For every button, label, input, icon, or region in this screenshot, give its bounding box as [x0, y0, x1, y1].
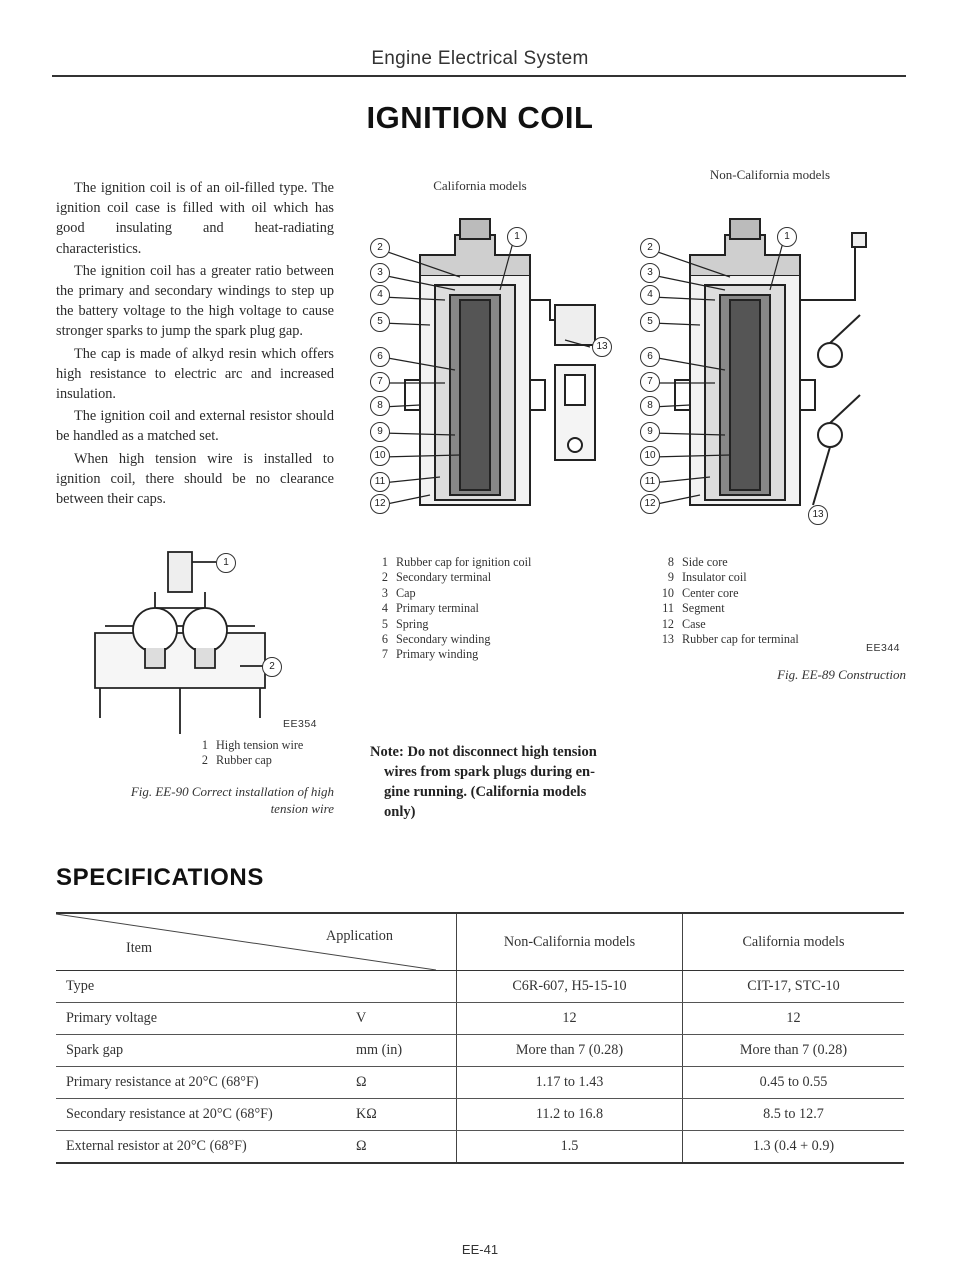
legend-item: 10 Center core — [661, 585, 739, 600]
callout-13: 13 — [592, 337, 612, 357]
table-row — [56, 1067, 904, 1099]
callout-11: 11 — [370, 472, 390, 492]
figure-code: EE354 — [283, 718, 318, 730]
cell-non-california: 12 — [457, 1003, 683, 1035]
table-row — [56, 1003, 904, 1035]
callout-12: 12 — [370, 494, 390, 514]
cell-unit: V — [346, 1003, 457, 1035]
cell-non-california: More than 7 (0.28) — [457, 1035, 683, 1067]
cell-unit: KΩ — [346, 1099, 457, 1131]
legend-item: 9 Insulator coil — [667, 570, 747, 585]
callout-8: 8 — [640, 396, 660, 416]
non-california-label: Non-California models — [709, 167, 831, 182]
callout-10: 10 — [640, 446, 660, 466]
specifications-table — [56, 912, 904, 1164]
table-row — [56, 1035, 904, 1067]
callout-2: 2 — [640, 238, 660, 258]
callout-1: 1 — [216, 553, 236, 573]
intro-paragraph: The ignition coil and external resistor should be handled as a matched set. — [56, 408, 334, 445]
note — [370, 742, 632, 822]
figure-caption — [56, 783, 334, 817]
item-application-header — [56, 913, 457, 971]
callout-7: 7 — [640, 372, 660, 392]
table-row — [56, 971, 904, 1003]
callout-3: 3 — [370, 263, 390, 283]
legend-item: 1 Rubber cap for ignition coil — [381, 555, 532, 569]
cell-non-california: C6R-607, H5-15-10 — [457, 971, 683, 1003]
callout-10: 10 — [370, 446, 390, 466]
legend-item: 2 Secondary terminal — [381, 570, 492, 585]
callout-6: 6 — [370, 347, 390, 367]
figure-code: EE344 — [866, 642, 901, 654]
header-california: California models — [683, 913, 905, 971]
callout-9: 9 — [640, 422, 660, 442]
callout-5: 5 — [640, 312, 660, 332]
legend-item: 1 High tension wire — [201, 738, 304, 752]
header-item: Item — [126, 940, 152, 956]
cell-unit: Ω — [346, 1067, 457, 1099]
intro-paragraph: The ignition coil has a greater ratio between the primary and secondary windings to step up the battery voltage to the high voltage to cause stronger sparks to jump the spark plug gap. — [56, 262, 334, 340]
cell-item: Type — [56, 971, 346, 1003]
cell-unit — [346, 971, 457, 1003]
cell-non-california: 1.17 to 1.43 — [457, 1067, 683, 1099]
cell-california: 1.3 (0.4 + 0.9) — [683, 1131, 905, 1164]
table-row — [56, 1099, 904, 1131]
legend-item: 12 Case — [661, 616, 706, 631]
callout-4: 4 — [370, 285, 390, 305]
callout-3: 3 — [640, 263, 660, 283]
legend-item: 11 Segment — [662, 601, 725, 616]
callout-4: 4 — [640, 285, 660, 305]
cell-item: External resistor at 20°C (68°F) — [56, 1131, 346, 1164]
legend-item: 6 Secondary winding — [381, 632, 491, 647]
legend-item: 8 Side core — [667, 555, 728, 569]
construction-legend-right — [658, 555, 858, 647]
cell-non-california: 1.5 — [457, 1131, 683, 1164]
callout-8: 8 — [370, 396, 390, 416]
cell-california: 8.5 to 12.7 — [683, 1099, 905, 1131]
callout-5: 5 — [370, 312, 390, 332]
non-california-coil-diagram — [630, 205, 890, 515]
cell-unit: Ω — [346, 1131, 457, 1164]
callout-9: 9 — [370, 422, 390, 442]
legend-item: 13 Rubber cap for terminal — [661, 632, 799, 647]
callout-12: 12 — [640, 494, 660, 514]
construction-legend-left — [372, 555, 612, 663]
intro-paragraph: When high tension wire is installed to ignition coil, there should be no clearance between their caps. — [56, 450, 334, 508]
cell-item: Secondary resistance at 20°C (68°F) — [56, 1099, 346, 1131]
california-coil-diagram — [360, 205, 610, 515]
note-line: wires from spark plugs during en- — [384, 764, 595, 780]
note-line: only) — [384, 804, 416, 820]
callout-2: 2 — [370, 238, 390, 258]
note-line: gine running. (California models — [384, 784, 587, 800]
intro-paragraph: The ignition coil is of an oil-filled type. The ignition coil case is filled with oil which has good insulating and heat-radiating characteristics. — [56, 180, 334, 257]
callout-7: 7 — [370, 372, 390, 392]
cell-california: 12 — [683, 1003, 905, 1035]
specifications-heading: SPECIFICATIONS — [56, 864, 264, 891]
header-non-california: Non-California models — [457, 913, 683, 971]
callout-11: 11 — [640, 472, 660, 492]
cell-item: Primary voltage — [56, 1003, 346, 1035]
legend-item: 5 Spring — [381, 616, 429, 631]
cell-item: Spark gap — [56, 1035, 346, 1067]
header-rule — [52, 75, 906, 77]
legend-item: 2 Rubber cap — [201, 753, 272, 768]
legend-item: 7 Primary winding — [381, 647, 479, 662]
page-number: EE-41 — [461, 1242, 499, 1257]
installation-legend — [192, 738, 352, 769]
page-title: IGNITION COIL — [366, 100, 594, 135]
legend-item: 3 Cap — [381, 585, 416, 600]
intro-paragraph: The cap is made of alkyd resin which offers high resistance to electric arc and increased insulation. — [56, 345, 334, 403]
cell-california: 0.45 to 0.55 — [683, 1067, 905, 1099]
figure-caption: Fig. EE-89 Construction — [777, 667, 906, 682]
cell-non-california: 11.2 to 16.8 — [457, 1099, 683, 1131]
table-row — [56, 1131, 904, 1164]
callout-6: 6 — [640, 347, 660, 367]
cell-california: CIT-17, STC-10 — [683, 971, 905, 1003]
callout-13: 13 — [808, 505, 828, 525]
note-line: Note: Do not disconnect high tension — [370, 744, 597, 760]
legend-item: 4 Primary terminal — [381, 601, 479, 616]
california-label: California models — [433, 178, 527, 193]
table-header-row — [56, 913, 904, 971]
intro-text — [56, 178, 334, 511]
header-application: Application — [326, 928, 393, 944]
callout-1: 1 — [507, 227, 527, 247]
cell-california: More than 7 (0.28) — [683, 1035, 905, 1067]
installation-diagram — [90, 548, 290, 734]
cell-item: Primary resistance at 20°C (68°F) — [56, 1067, 346, 1099]
callout-2: 2 — [262, 657, 282, 677]
caption-line: Fig. EE-90 Correct installation of high — [130, 784, 334, 799]
running-header: Engine Electrical System — [371, 48, 589, 69]
caption-line: tension wire — [270, 801, 334, 816]
callout-1: 1 — [777, 227, 797, 247]
cell-unit: mm (in) — [346, 1035, 457, 1067]
